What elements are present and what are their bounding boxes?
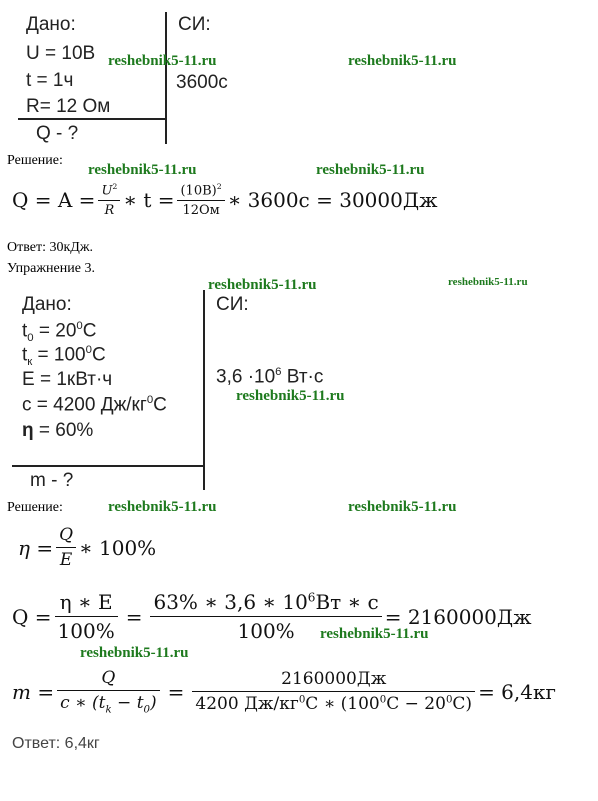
den-part-a: c ∗ (t (60, 693, 106, 713)
fraction-q-c-dt (57, 668, 160, 715)
formula-heat-2: Q = $\frac{\eta ∗ E}{100\%}$ = $\frac{63\% ∗ 3,6 ∗ 10^6Вт ∗ с}{100\%}$ = 2160000Дж (12, 590, 532, 643)
fraction-u2-r: $\frac{U^2}{R}$ (98, 182, 120, 218)
si-value-2 (216, 366, 323, 388)
solution-label-2: Решение: (7, 500, 63, 515)
watermark: reshebnik5-11.ru (236, 388, 345, 404)
given-time: t = 1ч (26, 70, 74, 91)
watermark: reshebnik5-11.ru (108, 499, 217, 515)
den2-b: С ∗ (100 (305, 694, 380, 715)
numerator-voltage: (10В) (180, 183, 217, 199)
given-resistance: R= 12 Ом (26, 96, 111, 117)
find-q: Q - ? (36, 123, 79, 144)
given-specific-heat (22, 394, 167, 416)
solution-label-1: Решение: (7, 153, 63, 168)
m-lhs: m = (12, 679, 55, 704)
numerator-q-2: Q (57, 668, 160, 691)
si-mantissa: 3,6 ·10 (216, 366, 276, 388)
watermark: reshebnik5-11.ru (348, 53, 457, 69)
formula-mass: m = $\frac{Q}{c ∗ (t_k - t_0)}$ = $\frac{2160000Дж}{4200 Дж/кг^0С ∗ (100^0С - 20^0С)}$ = 6,4кг (12, 668, 556, 716)
given-title-1: Дано: (26, 14, 76, 35)
t0-value: = 20 (33, 320, 77, 342)
den2-c: С − 20 (386, 694, 446, 715)
tk-symbol: t (22, 344, 28, 366)
watermark: reshebnik5-11.ru (88, 162, 197, 178)
den2-a: 4200 Дж/кг (195, 694, 299, 715)
formula-heat-1 (12, 182, 438, 218)
q-rhs: = 2160000Дж (384, 604, 532, 629)
given-energy: E = 1кВт·ч (22, 369, 113, 390)
si-value-1: 3600с (176, 72, 228, 93)
tk-unit: С (91, 344, 106, 366)
den-part-c: ) (150, 693, 157, 713)
watermark: reshebnik5-11.ru (316, 162, 425, 178)
den-sub-k: k (105, 704, 112, 716)
den2-deg2: 0 (379, 694, 387, 706)
eta-symbol: η (22, 420, 34, 441)
watermark: reshebnik5-11.ru (108, 53, 217, 69)
fraction-values: $\frac{(10В)^2}{12Ом}$ (177, 182, 224, 218)
numerator-2160000: 2160000Дж (192, 669, 475, 692)
si-exponent: 6 (275, 366, 282, 378)
divider-horizontal-1 (18, 118, 167, 120)
formula-efficiency (18, 525, 156, 570)
numerator-values-a: 63% ∗ 3,6 ∗ 10 (153, 590, 308, 614)
tk-subscript: к (27, 356, 33, 369)
t0-symbol: t (22, 320, 28, 342)
exercise-title: Упражнение 3. (7, 261, 95, 276)
si-title-2: СИ: (216, 294, 249, 315)
given-final-temp (22, 344, 106, 368)
c-unit: С (153, 394, 167, 416)
den-part-b: − t (111, 693, 144, 713)
formula-result: ∗ 3600с = 30000Дж (227, 188, 438, 213)
denominator-e: E (59, 550, 73, 570)
numerator-exponent: 6 (307, 590, 316, 605)
eta-lhs: η = (18, 535, 54, 560)
divider-vertical-2 (203, 290, 205, 490)
find-m: m - ? (30, 470, 74, 491)
watermark: reshebnik5-11.ru (80, 645, 189, 661)
c-degree: 0 (146, 394, 154, 406)
tk-value: = 100 (32, 344, 86, 366)
fraction-values-3 (192, 669, 475, 714)
si-unit: Вт·с (281, 366, 324, 388)
m-rhs: = 6,4кг (478, 679, 556, 704)
den2-deg1: 0 (298, 694, 306, 706)
den-sub-0: 0 (143, 704, 151, 716)
var-r: R (104, 203, 115, 219)
formula-times-t: ∗ t = (123, 188, 175, 213)
t0-unit: С (82, 320, 97, 342)
watermark: reshebnik5-11.ru (448, 276, 528, 288)
fraction-q-e (56, 525, 76, 570)
watermark: reshebnik5-11.ru (208, 277, 317, 293)
divider-vertical-1 (165, 12, 167, 144)
answer-1: Ответ: 30кДж. (7, 240, 94, 255)
eta-value: = 60% (33, 420, 94, 441)
given-initial-temp (22, 320, 97, 344)
divider-horizontal-2 (12, 465, 205, 467)
eta-rhs: ∗ 100% (79, 535, 157, 560)
given-title-2: Дано: (22, 294, 72, 315)
formula-lhs: Q = A = (12, 188, 96, 213)
numerator-eta-e: η ∗ E (55, 590, 118, 617)
t0-degree: 0 (76, 320, 83, 332)
t0-subscript: 0 (27, 332, 34, 345)
denominator-100-b: 100% (237, 619, 295, 643)
den2-deg3: 0 (445, 694, 453, 706)
numerator-q: Q (56, 525, 76, 548)
given-efficiency (22, 420, 93, 442)
q-lhs: Q = (12, 604, 52, 629)
given-voltage: U = 10В (26, 43, 96, 64)
fraction-eta-e (55, 590, 118, 643)
answer-2: Ответ: 6,4кг (12, 735, 100, 752)
watermark: reshebnik5-11.ru (348, 499, 457, 515)
c-value: c = 4200 Дж/кг (22, 394, 147, 416)
denominator-resistance: 12Ом (182, 203, 220, 219)
watermark: reshebnik5-11.ru (320, 626, 429, 642)
si-title-1: СИ: (178, 14, 211, 35)
numerator-values-b: Вт ∗ с (315, 590, 379, 614)
denominator-100-a: 100% (57, 619, 115, 643)
var-u: U (101, 183, 113, 199)
den2-d: С) (452, 694, 473, 715)
tk-degree: 0 (85, 344, 92, 356)
